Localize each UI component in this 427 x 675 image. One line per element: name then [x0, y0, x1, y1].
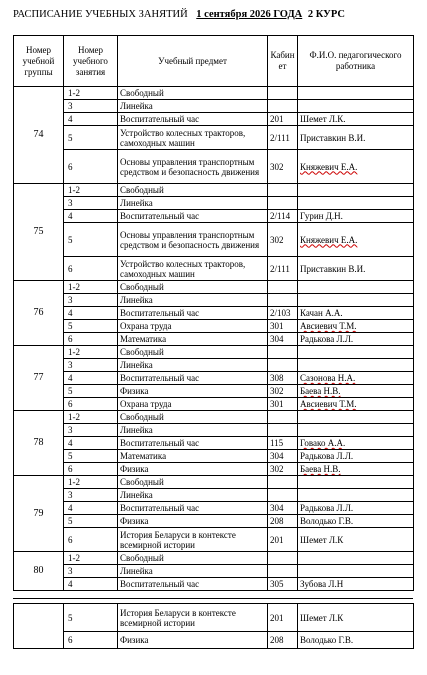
room-cell [268, 424, 298, 437]
subject-cell: Свободный [118, 281, 268, 294]
lesson-number: 3 [64, 197, 118, 210]
document-title [13, 9, 345, 20]
lesson-number: 5 [64, 385, 118, 398]
teacher-cell [298, 359, 414, 372]
teacher-cell: Володько Г.В. [298, 632, 414, 649]
header-teacher: Ф.И.О. педагогического работника [298, 36, 414, 87]
subject-cell: Воспитательный час [118, 372, 268, 385]
room-cell: 208 [268, 515, 298, 528]
group-number: 79 [14, 476, 64, 552]
table-row [14, 515, 414, 528]
teacher-cell: Княжевич Е.А. [298, 223, 414, 257]
teacher-cell [298, 100, 414, 113]
subject-cell: Математика [118, 333, 268, 346]
subject-cell: Основы управления транспортным средством и безопасность движения [118, 150, 268, 184]
subject-cell: Линейка [118, 294, 268, 307]
table-row [14, 257, 414, 281]
lesson-number: 3 [64, 294, 118, 307]
lesson-number: 6 [64, 528, 118, 552]
lesson-number: 6 [64, 463, 118, 476]
teacher-cell [298, 489, 414, 502]
title-date: 1 сентября 2026 ГОДА [196, 9, 303, 20]
table-row [14, 281, 414, 294]
room-cell: 201 [268, 113, 298, 126]
subject-cell: Воспитательный час [118, 307, 268, 320]
table-row [14, 333, 414, 346]
lesson-number: 4 [64, 372, 118, 385]
lesson-number: 1-2 [64, 476, 118, 489]
subject-cell: Основы управления транспортным средством и безопасность движения [118, 223, 268, 257]
subject-cell: Охрана труда [118, 398, 268, 411]
teacher-cell: Княжевич Е.А. [298, 150, 414, 184]
group-number: 75 [14, 184, 64, 281]
teacher-cell [298, 411, 414, 424]
teacher-cell: Баева Н.В. [298, 463, 414, 476]
lesson-number: 5 [64, 604, 118, 632]
room-cell: 301 [268, 398, 298, 411]
subject-cell: Воспитательный час [118, 113, 268, 126]
room-cell: 2/114 [268, 210, 298, 223]
teacher-cell: Говако А.А. [298, 437, 414, 450]
room-cell [268, 87, 298, 100]
room-cell: 304 [268, 502, 298, 515]
teacher-cell: Приставкин В.И. [298, 126, 414, 150]
lesson-number: 6 [64, 150, 118, 184]
header-lesson: Номер учебного занятия [64, 36, 118, 87]
room-cell [268, 476, 298, 489]
lesson-number: 1-2 [64, 346, 118, 359]
lesson-number: 5 [64, 320, 118, 333]
teacher-cell [298, 424, 414, 437]
teacher-cell [298, 281, 414, 294]
room-cell: 308 [268, 372, 298, 385]
room-cell [268, 565, 298, 578]
teacher-cell: Шемет Л.К [298, 604, 414, 632]
table-row [14, 87, 414, 100]
subject-cell: Свободный [118, 184, 268, 197]
subject-cell: Математика [118, 450, 268, 463]
teacher-cell: Радькова Л.Л. [298, 333, 414, 346]
header-subject: Учебный предмет [118, 36, 268, 87]
table-row [14, 184, 414, 197]
table-row [14, 346, 414, 359]
subject-cell: Воспитательный час [118, 437, 268, 450]
room-cell: 2/111 [268, 126, 298, 150]
teacher-cell: Авсиевич Т.М. [298, 320, 414, 333]
room-cell: 2/103 [268, 307, 298, 320]
group-number-empty [14, 604, 64, 649]
room-cell: 305 [268, 578, 298, 591]
group-number: 76 [14, 281, 64, 346]
lesson-number: 1-2 [64, 87, 118, 100]
room-cell: 301 [268, 320, 298, 333]
room-cell [268, 346, 298, 359]
room-cell [268, 552, 298, 565]
schedule-table-continuation [13, 603, 414, 649]
lesson-number: 1-2 [64, 552, 118, 565]
table-row [14, 294, 414, 307]
teacher-cell [298, 565, 414, 578]
teacher-cell: Радькова Л.Л. [298, 450, 414, 463]
lesson-number: 3 [64, 100, 118, 113]
lesson-number: 6 [64, 333, 118, 346]
teacher-cell: Качан А.А. [298, 307, 414, 320]
subject-cell: Свободный [118, 346, 268, 359]
table-row [14, 476, 414, 489]
subject-cell: Линейка [118, 424, 268, 437]
room-cell: 302 [268, 150, 298, 184]
table-row [14, 197, 414, 210]
subject-cell: Охрана труда [118, 320, 268, 333]
room-cell: 2/111 [268, 257, 298, 281]
subject-cell: Линейка [118, 565, 268, 578]
subject-cell: Физика [118, 463, 268, 476]
room-cell [268, 294, 298, 307]
subject-cell: Воспитательный час [118, 578, 268, 591]
teacher-cell [298, 294, 414, 307]
lesson-number: 3 [64, 359, 118, 372]
subject-cell: Устройство колесных тракторов, самоходных машин [118, 257, 268, 281]
lesson-number: 6 [64, 257, 118, 281]
lesson-number: 5 [64, 515, 118, 528]
room-cell: 304 [268, 333, 298, 346]
room-cell [268, 411, 298, 424]
subject-cell: Физика [118, 385, 268, 398]
subject-cell: Свободный [118, 476, 268, 489]
teacher-cell [298, 184, 414, 197]
teacher-cell [298, 346, 414, 359]
room-cell: 302 [268, 385, 298, 398]
subject-cell: Воспитательный час [118, 502, 268, 515]
table-row [14, 489, 414, 502]
room-cell: 115 [268, 437, 298, 450]
lesson-number: 1-2 [64, 184, 118, 197]
lesson-number: 4 [64, 307, 118, 320]
lesson-number: 5 [64, 450, 118, 463]
room-cell: 302 [268, 463, 298, 476]
lesson-number: 4 [64, 502, 118, 515]
teacher-cell [298, 87, 414, 100]
subject-cell: Физика [118, 515, 268, 528]
table-row [14, 604, 414, 632]
table-row [14, 632, 414, 649]
teacher-cell [298, 476, 414, 489]
subject-cell: История Беларуси в контексте всемирной истории [118, 604, 268, 632]
table-row [14, 100, 414, 113]
lesson-number: 6 [64, 398, 118, 411]
table-row [14, 385, 414, 398]
schedule-table [13, 35, 414, 591]
table-row [14, 502, 414, 515]
room-cell [268, 197, 298, 210]
teacher-cell: Авсиевич Т.М. [298, 398, 414, 411]
header-row [14, 36, 414, 87]
teacher-cell [298, 197, 414, 210]
title-main: РАСПИСАНИЕ УЧЕБНЫХ ЗАНЯТИЙ [13, 9, 188, 20]
table-row [14, 372, 414, 385]
lesson-number: 6 [64, 632, 118, 649]
lesson-number: 4 [64, 210, 118, 223]
table-row [14, 307, 414, 320]
room-cell: 208 [268, 632, 298, 649]
subject-cell: Физика [118, 632, 268, 649]
teacher-cell: Шемет Л.К [298, 528, 414, 552]
page-break-line [13, 598, 413, 599]
teacher-cell: Сазонова Н.А. [298, 372, 414, 385]
room-cell: 304 [268, 450, 298, 463]
table-row [14, 223, 414, 257]
room-cell [268, 281, 298, 294]
table-row [14, 552, 414, 565]
subject-cell: Воспитательный час [118, 210, 268, 223]
table-row [14, 437, 414, 450]
subject-cell: Свободный [118, 87, 268, 100]
subject-cell: Свободный [118, 552, 268, 565]
group-number: 80 [14, 552, 64, 591]
header-room: Кабинет [268, 36, 298, 87]
subject-cell: Линейка [118, 197, 268, 210]
group-number: 74 [14, 87, 64, 184]
teacher-cell: Володько Г.В. [298, 515, 414, 528]
group-number: 78 [14, 411, 64, 476]
table-row [14, 565, 414, 578]
subject-cell: Свободный [118, 411, 268, 424]
room-cell [268, 359, 298, 372]
subject-cell: Линейка [118, 359, 268, 372]
lesson-number: 1-2 [64, 411, 118, 424]
table-row [14, 450, 414, 463]
group-number: 77 [14, 346, 64, 411]
table-row [14, 126, 414, 150]
table-row [14, 411, 414, 424]
teacher-cell: Баева Н.В. [298, 385, 414, 398]
teacher-cell: Шемет Л.К. [298, 113, 414, 126]
subject-cell: Устройство колесных тракторов, самоходных машин [118, 126, 268, 150]
teacher-cell: Приставкин В.И. [298, 257, 414, 281]
table-row [14, 398, 414, 411]
subject-cell: Линейка [118, 489, 268, 502]
header-group: Номер учебной группы [14, 36, 64, 87]
table-row [14, 528, 414, 552]
lesson-number: 4 [64, 113, 118, 126]
table-row [14, 463, 414, 476]
room-cell: 201 [268, 528, 298, 552]
lesson-number: 5 [64, 223, 118, 257]
room-cell [268, 100, 298, 113]
title-course: 2 КУРС [307, 9, 345, 20]
table-row [14, 578, 414, 591]
room-cell: 201 [268, 604, 298, 632]
room-cell: 302 [268, 223, 298, 257]
table-row [14, 424, 414, 437]
table-row [14, 359, 414, 372]
lesson-number: 1-2 [64, 281, 118, 294]
teacher-cell: Зубова Л.Н [298, 578, 414, 591]
table-row [14, 113, 414, 126]
room-cell [268, 489, 298, 502]
lesson-number: 5 [64, 126, 118, 150]
subject-cell: История Беларуси в контексте всемирной истории [118, 528, 268, 552]
room-cell [268, 184, 298, 197]
table-row [14, 150, 414, 184]
lesson-number: 3 [64, 565, 118, 578]
table-row [14, 210, 414, 223]
table-row [14, 320, 414, 333]
teacher-cell: Радькова Л.Л. [298, 502, 414, 515]
teacher-cell: Гурин Д.Н. [298, 210, 414, 223]
lesson-number: 4 [64, 437, 118, 450]
lesson-number: 3 [64, 424, 118, 437]
teacher-cell [298, 552, 414, 565]
lesson-number: 3 [64, 489, 118, 502]
lesson-number: 4 [64, 578, 118, 591]
subject-cell: Линейка [118, 100, 268, 113]
